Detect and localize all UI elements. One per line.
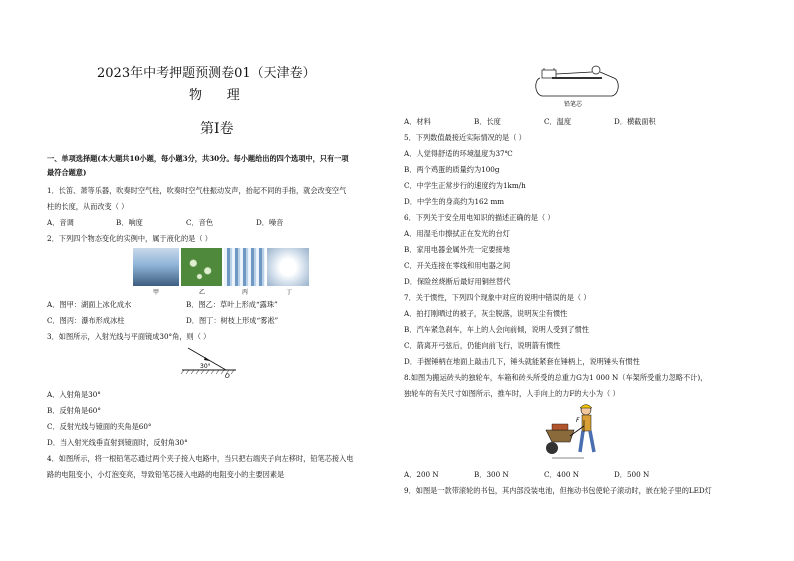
ray-arrow: [204, 357, 210, 361]
worker-hat: [580, 405, 592, 409]
q8-force-label: F: [576, 417, 580, 424]
q4-option-c: C．温度: [544, 117, 572, 126]
q2-label-jia: 甲: [153, 289, 160, 296]
pencil-lead: [552, 77, 602, 79]
q5-option-a: A．人觉得舒适的环境温度为37℃: [404, 149, 513, 158]
q3-option-a: A．入射角是30°: [47, 390, 101, 399]
q6-option-c: C．开关连接在零线和用电器之间: [404, 261, 511, 270]
section-heading-cont: 最符合题意): [47, 168, 87, 177]
q4-stem-cont: 路的电阻变小，小灯泡变亮，导致铅笔芯接入电路的电阻变小的主要因素是: [47, 470, 285, 479]
q1-stem-cont: 柱的长度，从而改变（ ）: [47, 202, 129, 211]
subject-title: 物 理: [189, 88, 240, 103]
q6-option-b: B．家用电器金属外壳一定要接地: [404, 245, 510, 254]
q2-photo-icicles: [224, 248, 265, 286]
q4-figure-label: 铅笔芯: [564, 101, 583, 108]
q5-option-b: B．两个鸡蛋的质量约为100g: [404, 165, 500, 174]
barrow-wheel: [546, 442, 558, 454]
q8-option-c: C．400 N: [544, 470, 579, 479]
q7-option-a: A．拍打刚晒过的被子，灰尘脱落，说明灰尘有惯性: [404, 309, 568, 318]
bricks: [552, 424, 568, 430]
q4-pencil-circuit: [532, 60, 622, 110]
q5-option-d: D．中学生的身高约为162 mm: [404, 197, 505, 206]
q7-option-b: B．汽车紧急刹车，车上的人会向前倾，说明人受到了惯性: [404, 325, 589, 334]
q5-stem: 5．下列数值最接近实际情况的是（ ）: [404, 133, 526, 142]
barrow-tray: [546, 430, 574, 442]
q8-option-d: D．500 N: [614, 470, 650, 479]
q2-option-b: B．图乙：草叶上形成“露珠”: [186, 300, 278, 309]
q3-stem: 3．如图所示，入射光线与平面镜成30°角，则（ ）: [47, 332, 211, 341]
q6-option-a: A．用湿毛巾擦拭正在发光的台灯: [404, 229, 510, 238]
q3-option-b: B．反射角是60°: [47, 406, 101, 415]
q3-point-o: O: [225, 373, 230, 380]
q3-option-d: D．当入射光线垂直射到镜面时，反射角30°: [47, 438, 188, 447]
exam-title: 2023年中考押题预测卷01（天津卷）: [97, 66, 316, 81]
q2-photo-lake-ice: [133, 248, 179, 286]
q1-option-a: A．音调: [47, 218, 74, 227]
bulb-icon: [592, 66, 600, 74]
q3-mirror-diagram: [180, 340, 240, 380]
q2-photo-rime: [267, 248, 309, 286]
q6-stem: 6．下列关于安全用电知识的描述正确的是（ ）: [404, 213, 555, 222]
q7-option-c: C．箭离开弓弦后，仍能向前飞行，说明箭有惯性: [404, 341, 561, 350]
q2-stem: 2．下列四个物态变化的实例中，属于液化的是（ ）: [47, 234, 212, 243]
q1-option-b: B．响度: [116, 218, 143, 227]
q4-option-b: B．长度: [474, 117, 501, 126]
worker-body: [582, 415, 591, 431]
q7-stem: 7．关于惯性，下列四个现象中对应的说明中错误的是（ ）: [404, 293, 591, 302]
section-heading: 一、单项选择题(本大题共10小题，每小题3分，共30分。每小题给出的四个选项中，只有一项: [47, 154, 349, 163]
q8-option-b: B．300 N: [474, 470, 509, 479]
q4-stem: 4．如图所示，将一根铅笔芯通过两个夹子接入电路中，当只把右端夹子向左移时，铅笔芯接入电: [47, 454, 354, 463]
q2-option-d: D．图丁：树枝上形成“雾凇”: [186, 316, 279, 325]
q9-stem: 9．如图是一款带滚轮的书包，其内部没装电池，但拖动书包使轮子滚动时，嵌在轮子里的LED灯: [404, 486, 712, 495]
volume-title: 第Ⅰ卷: [200, 121, 234, 137]
q7-option-d: D．手握锤柄在地面上敲击几下，锤头就能紧套在锤柄上，说明锤头有惯性: [404, 357, 640, 366]
q8-wheelbarrow-diagram: [540, 400, 610, 466]
q2-label-bing: 丙: [242, 289, 249, 296]
q2-option-a: A．图甲：湖面上冰化成水: [47, 300, 132, 309]
q8-option-a: A．200 N: [404, 470, 439, 479]
q6-option-d: D．保险丝烧断后最好用铜丝替代: [404, 277, 511, 286]
q3-option-c: C．反射光线与镜面的夹角是60°: [47, 422, 152, 431]
q2-option-c: C．图丙：瀑布形成冰柱: [47, 316, 125, 325]
q2-label-yi: 乙: [199, 289, 206, 296]
q5-option-c: C．中学生正常步行的速度约为1km/h: [404, 181, 526, 190]
q2-photo-dew-leaf: [181, 248, 222, 286]
worker-legs: [580, 431, 594, 452]
q2-label-ding: 丁: [286, 289, 293, 296]
q8-stem: 8.如图为搬运砖头的独轮车，车箱和砖头所受的总重力G为1 000 N（车架所受重力忽略不计)，: [404, 373, 708, 382]
q3-angle-label: 30°: [200, 363, 211, 370]
q4-option-a: A．材料: [404, 117, 431, 126]
q8-stem-cont: 独轮车的有关尺寸如图所示，推车时，人手向上的力F的大小为（ ）: [404, 389, 620, 398]
circuit-wire: [536, 78, 619, 96]
q1-option-c: C．音色: [186, 218, 214, 227]
q4-option-d: D．横截面积: [614, 117, 656, 126]
battery-icon: [542, 70, 556, 78]
q1-stem: 1．长笛、萧等乐器，吹奏时空气柱，吹奏时空气柱振动发声，抬起不同的手指，就会改变空气: [47, 186, 347, 195]
q1-option-d: D．噪音: [256, 218, 284, 227]
